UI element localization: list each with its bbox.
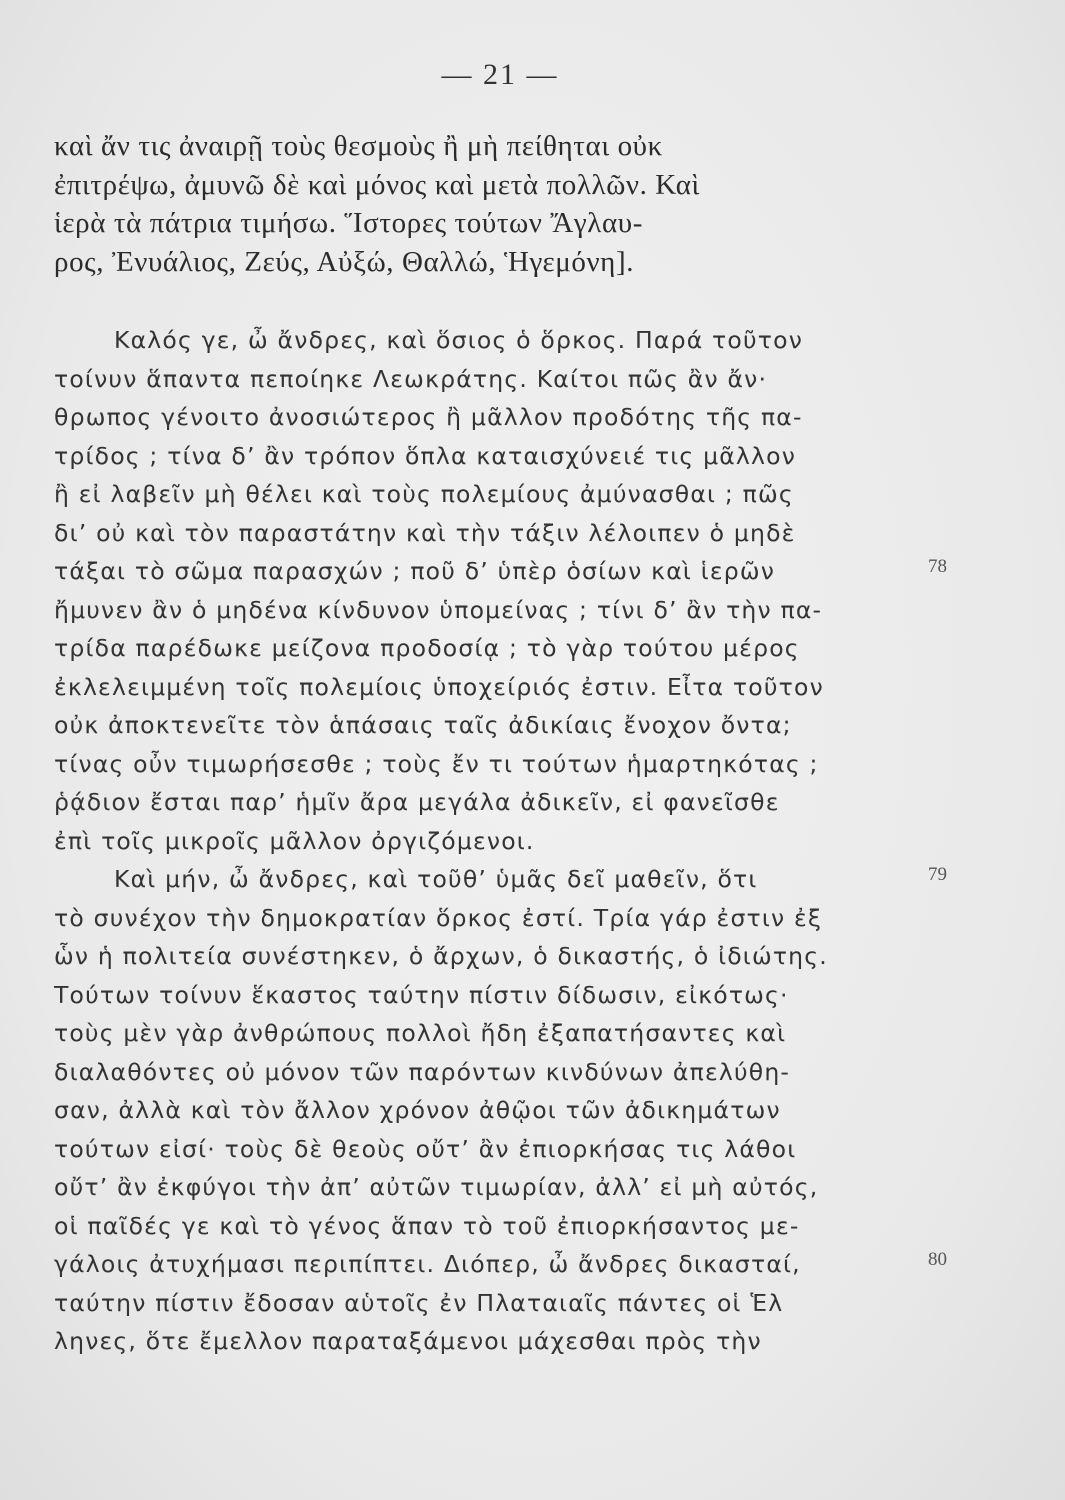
text-line: ἱερὰ τὰ πάτρια τιμήσω. Ἵστορες τούτων Ἄγλαυ- [54, 207, 643, 239]
text-line: τοὺς μὲν γὰρ ἀνθρώπους πολλοὶ ἤδη ἐξαπατήσαντες καὶ [54, 1019, 787, 1047]
paragraph-first-line: Καὶ μήν, ὦ ἄνδρες, καὶ τοῦθ’ ὑμᾶς δεῖ μαθεῖν, ὅτι [114, 865, 758, 893]
text-line: διαλαθόντες οὐ μόνον τῶν παρόντων κινδύνων ἀπελύθη- [54, 1057, 791, 1086]
text-line: θρωπος γένοιτο ἀνοσιώτερος ἢ μᾶλλον προδότης τῆς πα- [54, 403, 803, 431]
text-line: ἐπιτρέψω, ἀμυνῶ δὲ καὶ μόνος καὶ μετὰ πολλῶν. Καὶ [54, 168, 700, 201]
page-number: — 21 — [441, 58, 559, 91]
text-line: τὸ συνέχον τὴν δημοκρατίαν ὅρκος ἐστί. Τρία γάρ ἐστιν ἐξ [54, 903, 823, 932]
speech-text-block [54, 321, 934, 1361]
paragraph-first-line: Καλός γε, ὦ ἄνδρες, καὶ ὅσιος ὁ ὅρκος. Παρά τοῦτον [114, 326, 804, 354]
text-line: ληνες, ὅτε ἔμελλον παραταξάμενοι μάχεσθαι πρὸς τὴν [54, 1327, 762, 1355]
text-line: οὔτ’ ἂν ἐκφύγοι τὴν ἀπ’ αὐτῶν τιμωρίαν, ἀλλ’ εἰ μὴ αὐτός, [54, 1173, 819, 1201]
text-line: ἐπὶ τοῖς μικροῖς μᾶλλον ὀργιζόμενοι. [54, 826, 535, 855]
text-line: τοίνυν ἅπαντα πεποίηκε Λεωκράτης. Καίτοι πῶς ἂν ἄν· [54, 364, 768, 393]
text-line: τάξαι τὸ σῶμα παρασχών ; ποῦ δ’ ὑπὲρ ὁσίων καὶ ἱερῶν [54, 557, 776, 585]
text-line: ἢ εἰ λαβεῖν μὴ θέλει καὶ τοὺς πολεμίους ἀμύνασθαι ; πῶς [54, 480, 794, 508]
text-line: γάλοις ἀτυχήμασι περιπίπτει. Διόπερ, ὦ ἄνδρες δικασταί, [54, 1250, 801, 1278]
text-line: τίνας οὖν τιμωρήσεσθε ; τοὺς ἔν τι τούτων ἡμαρτηκότας ; [54, 749, 819, 778]
margin-section-number: 78 [928, 556, 947, 577]
margin-section-number: 79 [928, 864, 947, 885]
text-line: ἤμυνεν ἂν ὁ μηδένα κίνδυνον ὑπομείνας ; τίνι δ’ ἂν τὴν πα- [54, 595, 823, 624]
text-line: ἐκλελειμμένη τοῖς πολεμίοις ὑποχείριός ἐστιν. Εἶτα τοῦτον [54, 672, 824, 701]
oath-text-block [54, 127, 934, 281]
margin-section-number: 80 [928, 1249, 947, 1270]
text-line: τρίδος ; τίνα δ’ ἂν τρόπον ὅπλα καταισχύνειέ τις μᾶλλον [54, 441, 797, 470]
text-line: ρος, Ἐνυάλιος, Ζεύς, Αὐξώ, Θαλλώ, Ἡγεμόνη]. [54, 245, 635, 278]
text-line: τρίδα παρέδωκε μείζονα προδοσίᾳ ; τὸ γὰρ τούτου μέρος [54, 634, 800, 662]
text-line: σαν, ἀλλὰ καὶ τὸν ἄλλον χρόνον ἀθῷοι τῶν ἀδικημάτων [54, 1096, 781, 1124]
text-line: ῥᾴδιον ἔσται παρ’ ἡμῖν ἄρα μεγάλα ἀδικεῖν, εἰ φανεῖσθε [54, 788, 780, 816]
text-line: ὧν ἡ πολιτεία συνέστηκεν, ὁ ἄρχων, ὁ δικαστής, ὁ ἰδιώτης. [54, 942, 828, 970]
text-line: Τούτων τοίνυν ἕκαστος ταύτην πίστιν δίδωσιν, εἰκότως· [54, 980, 789, 1009]
text-line: οἱ παῖδές γε καὶ τὸ γένος ἅπαν τὸ τοῦ ἐπιορκήσαντος με- [54, 1211, 800, 1240]
text-line: τούτων εἰσί· τοὺς δὲ θεοὺς οὔτ’ ἂν ἐπιορκήσας τις λάθοι [54, 1134, 797, 1163]
text-line: ταύτην πίστιν ἔδοσαν αὑτοῖς ἐν Πλαταιαῖς πάντες οἱ Ἑλ [54, 1288, 784, 1317]
text-line: καὶ ἄν τις ἀναιρῇ τοὺς θεσμοὺς ἢ μὴ πείθηται οὐκ [54, 130, 663, 162]
text-line: δι’ οὐ καὶ τὸν παραστάτην καὶ τὴν τάξιν λέλοιπεν ὁ μηδὲ [54, 518, 796, 547]
text-line: οὐκ ἀποκτενεῖτε τὸν ἁπάσαις ταῖς ἀδικίαις ἔνοχον ὄντα; [54, 711, 792, 739]
